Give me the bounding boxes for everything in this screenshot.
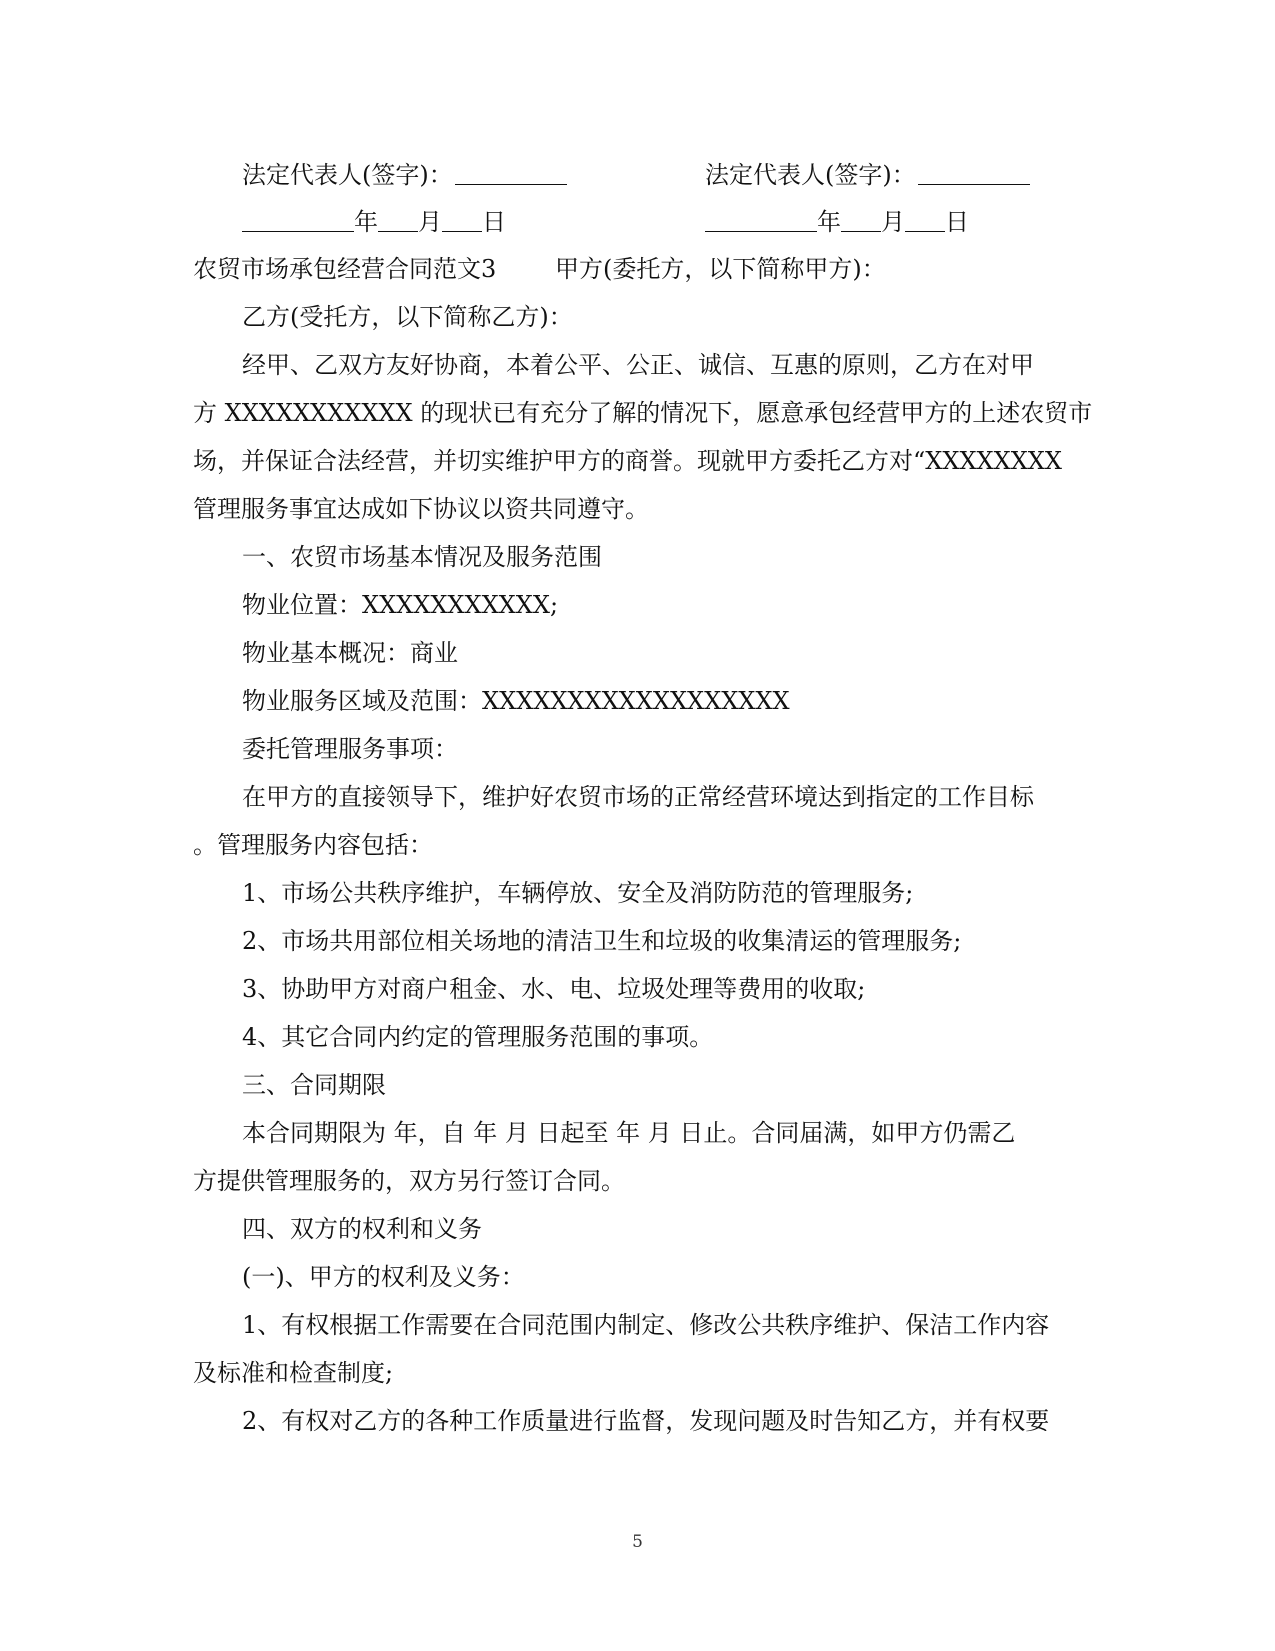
date-right <box>705 207 969 237</box>
party-a-text: 甲方(委托方，以下简称甲方)： <box>555 255 886 283</box>
section-heading: 四、双方的权利和义务 <box>242 1215 482 1243</box>
date-left-month-blank <box>378 209 418 232</box>
list-item: 2、有权对乙方的各种工作质量进行监督，发现问题及时告知乙方，并有权要 <box>242 1407 1050 1435</box>
list-item: 1、有权根据工作需要在合同范围内制定、修改公共秩序维护、保洁工作内容 <box>242 1311 1050 1339</box>
paragraph-line: 方提供管理服务的，双方另行签订合同。 <box>193 1167 625 1195</box>
date-left-year: 年 <box>354 208 378 236</box>
section-heading: 一、农贸市场基本情况及服务范围 <box>242 543 602 571</box>
signature-right-blank <box>918 162 1030 185</box>
date-right-month-blank <box>841 209 881 232</box>
page-number: 5 <box>632 1532 643 1552</box>
paragraph-line: 场，并保证合法经营，并切实维护甲方的商誉。现就甲方委托乙方对“XXXXXXXX <box>193 447 1062 475</box>
paragraph-line: 方 XXXXXXXXXXX 的现状已有充分了解的情况下，愿意承包经营甲方的上述农贸市 <box>193 399 1093 427</box>
list-item: 2、市场共用部位相关场地的清洁卫生和垃圾的收集清运的管理服务; <box>242 927 962 955</box>
section-heading: 三、合同期限 <box>242 1071 386 1099</box>
signature-right-label: 法定代表人(签字)： <box>705 161 916 189</box>
signature-left-label: 法定代表人(签字)： <box>242 161 453 189</box>
party-a-label <box>555 254 886 284</box>
paragraph-line: 物业位置：XXXXXXXXXXX; <box>242 591 559 619</box>
list-item: 3、协助甲方对商户租金、水、电、垃圾处理等费用的收取; <box>242 975 866 1003</box>
signature-right <box>705 160 1030 190</box>
contract-title-text: 农贸市场承包经营合同范文3 <box>193 255 497 283</box>
paragraph-line: 管理服务事宜达成如下协议以资共同遵守。 <box>193 495 649 523</box>
date-left <box>242 207 506 237</box>
signature-left-blank <box>455 162 567 185</box>
date-left-day-blank <box>442 209 482 232</box>
date-left-month: 月 <box>418 208 442 236</box>
paragraph-line: 物业基本概况：商业 <box>242 639 458 667</box>
contract-title <box>193 254 496 284</box>
date-right-day: 日 <box>945 208 969 236</box>
party-b-label: 乙方(受托方，以下简称乙方)： <box>242 303 573 331</box>
paragraph-line: 委托管理服务事项： <box>242 735 458 763</box>
list-item: 4、其它合同内约定的管理服务范围的事项。 <box>242 1023 714 1051</box>
list-item: 1、市场公共秩序维护，车辆停放、安全及消防防范的管理服务; <box>242 879 914 907</box>
subsection-heading: (一)、甲方的权利及义务： <box>242 1263 525 1291</box>
date-right-month: 月 <box>881 208 905 236</box>
paragraph-line: 。管理服务内容包括： <box>193 831 433 859</box>
date-right-day-blank <box>905 209 945 232</box>
date-right-year: 年 <box>817 208 841 236</box>
date-right-year-blank <box>705 209 817 232</box>
paragraph-line: 经甲、乙双方友好协商，本着公平、公正、诚信、互惠的原则，乙方在对甲 <box>242 351 1034 379</box>
paragraph-line: 及标准和检查制度; <box>193 1359 394 1387</box>
date-left-year-blank <box>242 209 354 232</box>
paragraph-line: 本合同期限为 年，自 年 月 日起至 年 月 日止。合同届满，如甲方仍需乙 <box>242 1119 1016 1147</box>
paragraph-line: 物业服务区域及范围：XXXXXXXXXXXXXXXXXX <box>242 687 790 715</box>
paragraph-line: 在甲方的直接领导下，维护好农贸市场的正常经营环境达到指定的工作目标 <box>242 783 1034 811</box>
signature-left <box>242 160 567 190</box>
date-left-day: 日 <box>482 208 506 236</box>
